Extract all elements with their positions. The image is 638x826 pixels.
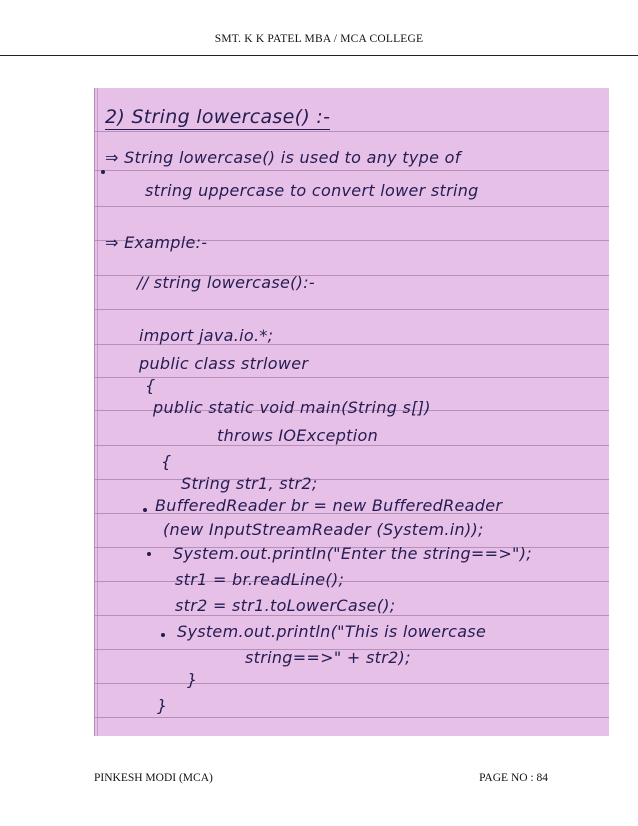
header-divider bbox=[0, 55, 638, 56]
ruling-line bbox=[95, 717, 609, 718]
ruling-line bbox=[95, 615, 609, 616]
comment-line: // string lowercase():- bbox=[137, 273, 315, 292]
ruling-line bbox=[95, 131, 609, 132]
code-line: str2 = str1.toLowerCase(); bbox=[175, 596, 396, 615]
description-line-2: string uppercase to convert lower string bbox=[145, 181, 479, 200]
description-line-1: ⇒ String lowercase() is used to any type of bbox=[105, 148, 461, 167]
code-line: public static void main(String s[]) bbox=[153, 398, 431, 417]
margin-dot bbox=[161, 633, 165, 637]
code-line: } bbox=[157, 696, 168, 715]
handwritten-note-scan bbox=[94, 88, 609, 736]
code-line: throws IOException bbox=[217, 426, 379, 445]
code-line: System.out.println("Enter the string==>"); bbox=[173, 544, 532, 563]
ruling-line bbox=[95, 479, 609, 480]
code-line: str1 = br.readLine(); bbox=[175, 570, 345, 589]
notebook-margin-line bbox=[97, 88, 98, 736]
note-heading: 2) String lowercase() :- bbox=[105, 106, 331, 128]
margin-dot bbox=[101, 170, 105, 174]
footer-author: PINKESH MODI (MCA) bbox=[94, 772, 213, 784]
code-line: import java.io.*; bbox=[139, 326, 274, 345]
college-header: SMT. K K PATEL MBA / MCA COLLEGE bbox=[214, 33, 424, 45]
example-label: ⇒ Example:- bbox=[105, 233, 208, 252]
ruling-line bbox=[95, 206, 609, 207]
ruling-line bbox=[95, 309, 609, 310]
code-line: { bbox=[161, 452, 172, 471]
code-line: (new InputStreamReader (System.in)); bbox=[163, 520, 484, 539]
code-line: { bbox=[145, 376, 156, 395]
footer-page-number: PAGE NO : 84 bbox=[479, 772, 548, 784]
ruling-line bbox=[95, 683, 609, 684]
code-line: string==>" + str2); bbox=[245, 648, 411, 667]
ruling-line bbox=[95, 581, 609, 582]
ruling-line bbox=[95, 170, 609, 171]
ruling-line bbox=[95, 377, 609, 378]
ruling-line bbox=[95, 445, 609, 446]
code-line: BufferedReader br = new BufferedReader bbox=[155, 496, 503, 515]
code-line: String str1, str2; bbox=[181, 474, 318, 493]
code-line: System.out.println("This is lowercase bbox=[177, 622, 487, 641]
margin-dot bbox=[147, 552, 151, 556]
code-line: } bbox=[187, 670, 198, 689]
code-line: public class strlower bbox=[139, 354, 309, 373]
margin-dot bbox=[143, 508, 147, 512]
